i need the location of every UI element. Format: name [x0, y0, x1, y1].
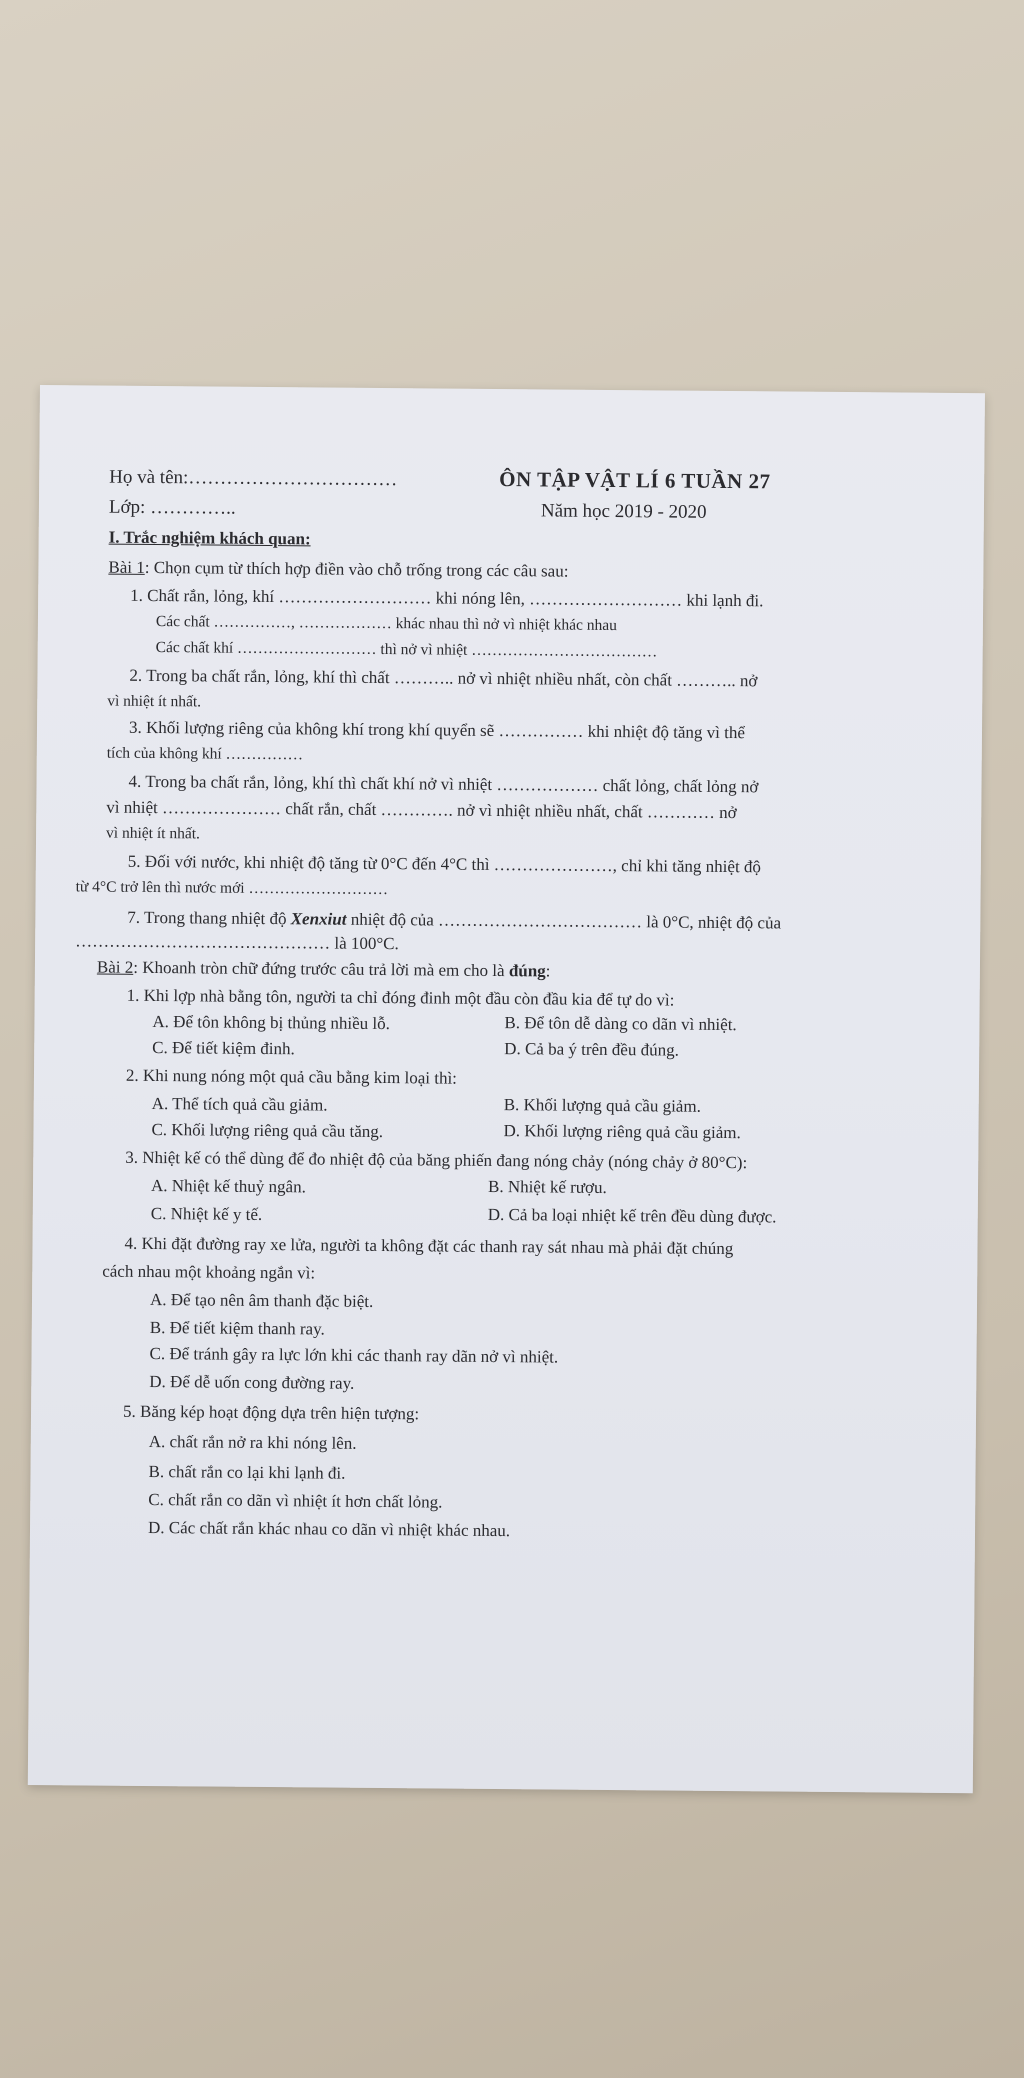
q5-question: 5. Băng kép hoạt động dựa trên hiện tượng:	[122, 1401, 420, 1424]
q1-question: 1. Khi lợp nhà bằng tôn, người ta chỉ đóng đinh một đầu còn đầu kia để tự do vì:	[126, 985, 675, 1010]
bai1-line: 3. Khối lượng riêng của không khí trong khí quyển sẽ …………… khi nhiệt độ tăng vì thể	[128, 717, 746, 743]
q5-option-c: C. chất rắn co dãn vì nhiệt ít hơn chất lỏng.	[148, 1489, 443, 1512]
bai1-line: ……………………………………… là 100°C.	[75, 931, 399, 954]
q2-option-d: D. Khối lượng riêng quả cầu giảm.	[503, 1121, 741, 1143]
q4-option-d: D. Để dễ uốn cong đường ray.	[149, 1371, 355, 1393]
q4-question-cont: cách nhau một khoảng ngắn vì:	[102, 1261, 316, 1283]
q3-option-d: D. Cả ba loại nhiệt kế trên đều dùng được.	[487, 1204, 777, 1227]
q2-option-c: C. Khối lượng riêng quả cầu tăng.	[151, 1120, 384, 1142]
class-field-label: Lớp: …………..	[108, 496, 236, 519]
q1-option-b: B. Để tôn dễ dàng co dãn vì nhiệt.	[504, 1013, 737, 1035]
worksheet-paper	[28, 385, 985, 1793]
bai1-instruction	[108, 558, 568, 582]
q4-question: 4. Khi đặt đường ray xe lửa, người ta không đặt các thanh ray sát nhau mà phải đặt chúng	[124, 1233, 734, 1259]
q1-option-a: A. Để tôn không bị thủng nhiều lỗ.	[152, 1012, 391, 1034]
q3-option-a: A. Nhiệt kế thuỷ ngân.	[150, 1175, 306, 1197]
bai1-line: Các chất khí ……………………… thì nở vì nhiệt ………………………………	[155, 639, 658, 661]
q2-question: 2. Khi nung nóng một quả cầu bằng kim loại thì:	[125, 1065, 458, 1088]
bai1-line: vì nhiệt ít nhất.	[106, 824, 201, 843]
q1-option-d: D. Cả ba ý trên đều đúng.	[504, 1039, 679, 1060]
bai2-instruction-text: : Khoanh tròn chữ đứng trước câu trả lời mà em cho là	[133, 957, 509, 981]
q4-option-c: C. Để tránh gây ra lực lớn khi các thanh ray dãn nở vì nhiệt.	[149, 1343, 559, 1367]
bai2-instruction	[97, 958, 551, 982]
q5-option-d: D. Các chất rắn khác nhau co dãn vì nhiệt khác nhau.	[147, 1517, 511, 1541]
q4-option-a: A. Để tạo nên âm thanh đặc biệt.	[149, 1289, 374, 1311]
bai1-line: 4. Trong ba chất rắn, lỏng, khí thì chất khí nở vì nhiệt ……………… chất lỏng, chất lỏng nở	[128, 771, 759, 797]
bai1-line: từ 4°C trở lên thì nước mới ………………………	[75, 878, 389, 899]
bai2-instruction-bold: đúng	[508, 961, 546, 981]
q5-option-b: B. chất rắn co lại khi lạnh đi.	[148, 1461, 346, 1483]
bai1-line: vì nhiệt ít nhất.	[107, 692, 202, 711]
q3-option-c: C. Nhiệt kế y tế.	[150, 1203, 263, 1224]
worksheet-title: ÔN TẬP VẬT LÍ 6 TUẦN 27	[499, 467, 771, 494]
bai1-line-7-start: 7. Trong thang nhiệt độ	[127, 907, 291, 929]
bai1-instruction-text: : Chọn cụm từ thích hợp điền vào chỗ trống trong các câu sau:	[144, 557, 569, 581]
q2-option-a: A. Thể tích quả cầu giảm.	[151, 1094, 328, 1115]
bai1-line-7-scale: Xenxiut	[290, 909, 347, 929]
bai1-line-7	[127, 908, 781, 934]
bai1-label: Bài 1	[108, 557, 145, 577]
q3-option-b: B. Nhiệt kế rượu.	[487, 1176, 607, 1197]
bai1-line: 5. Đối với nước, khi nhiệt độ tăng từ 0°C đến 4°C thì …………………, chỉ khi tăng nhiệt độ	[127, 851, 762, 877]
bai1-line-7-end: nhiệt độ của ……………………………… là 0°C, nhiệt độ của	[346, 909, 782, 933]
bai1-line: 1. Chất rắn, lỏng, khí ……………………… khi nóng lên, ……………………… khi lạnh đi.	[130, 585, 764, 611]
name-field-label: Họ và tên:……………………………	[109, 466, 398, 491]
bai1-line: vì nhiệt ………………… chất rắn, chất …………. nở vì nhiệt nhiều nhất, chất ………… nở	[106, 797, 737, 823]
bai2-label: Bài 2	[96, 957, 134, 977]
bai1-line: 2. Trong ba chất rắn, lỏng, khí thì chất ……….. nở vì nhiệt nhiều nhất, còn chất ……….. nở	[129, 665, 758, 691]
q1-option-c: C. Để tiết kiệm đinh.	[152, 1038, 295, 1059]
bai1-line: tích của không khí ……………	[106, 744, 304, 764]
school-year: Năm học 2019 - 2020	[540, 500, 707, 523]
bai2-instruction-end: :	[545, 961, 551, 981]
bai1-line: Các chất ……………, ……………… khác nhau thì nở vì nhiệt khác nhau	[155, 613, 618, 635]
q3-question: 3. Nhiệt kế có thể dùng để đo nhiệt độ của băng phiến đang nóng chảy (nóng chảy ở 80°C):	[125, 1147, 748, 1173]
q2-option-b: B. Khối lượng quả cầu giảm.	[503, 1095, 701, 1116]
section-heading: I. Trắc nghiệm khách quan:	[108, 527, 311, 549]
q4-option-b: B. Để tiết kiệm thanh ray.	[149, 1317, 325, 1339]
q5-option-a: A. chất rắn nở ra khi nóng lên.	[148, 1431, 357, 1453]
